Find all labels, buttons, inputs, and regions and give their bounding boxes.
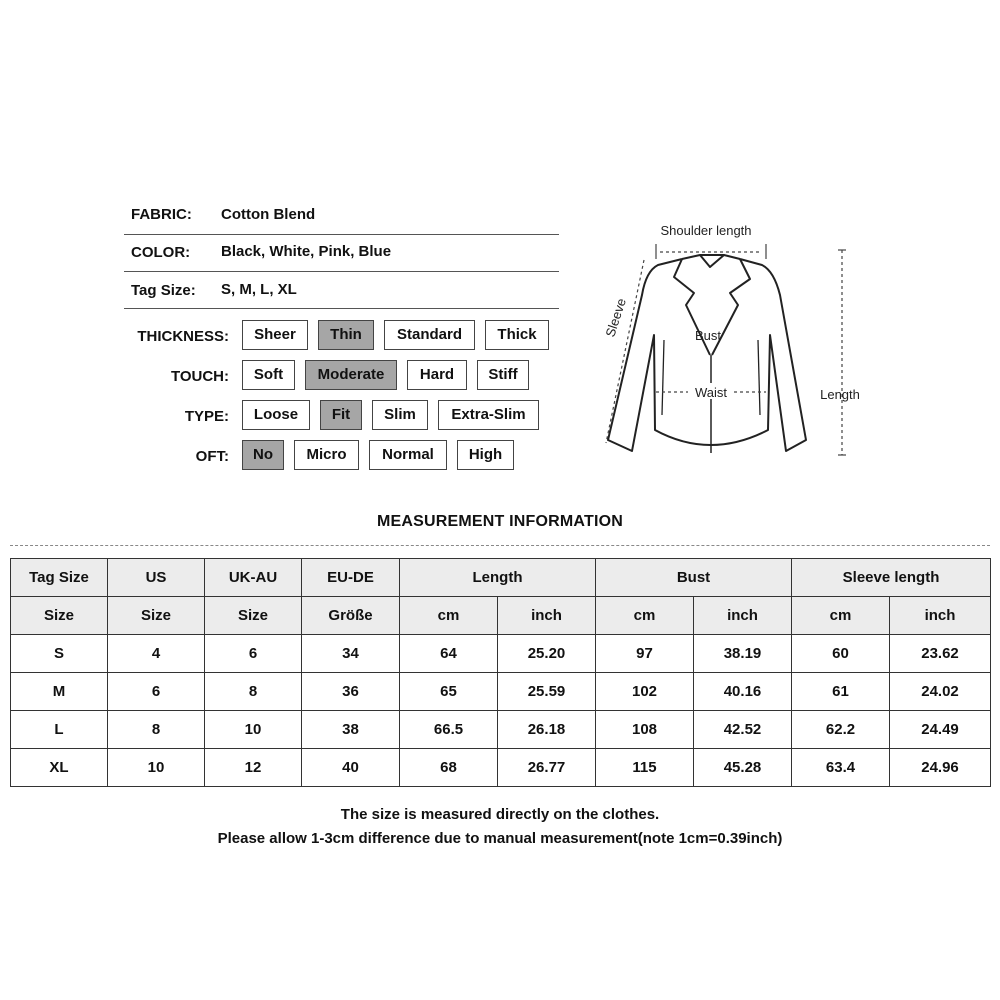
table-cell: 38 — [302, 711, 400, 749]
option-thickness-standard: Standard — [384, 320, 475, 350]
dashed-divider — [10, 545, 990, 546]
divider — [124, 308, 559, 309]
table-cell: 63.4 — [792, 749, 890, 787]
header-cell: UK-AU — [205, 559, 302, 597]
header-cell: Sleeve length — [792, 559, 991, 597]
table-cell: 6 — [205, 635, 302, 673]
divider — [124, 234, 559, 235]
header-cell: cm — [596, 597, 694, 635]
option-thickness-thin: Thin — [318, 320, 374, 350]
table-row — [11, 673, 991, 711]
table-row — [11, 749, 991, 787]
option-oft-no: No — [242, 440, 284, 470]
header-cell: Tag Size — [11, 559, 108, 597]
header-cell: inch — [890, 597, 991, 635]
header-cell: Size — [108, 597, 205, 635]
touch-label: TOUCH: — [170, 368, 229, 385]
table-cell: 38.19 — [694, 635, 792, 673]
table-cell: 25.59 — [498, 673, 596, 711]
header-cell: Größe — [302, 597, 400, 635]
table-cell: 8 — [108, 711, 205, 749]
header-cell: Size — [205, 597, 302, 635]
option-oft-normal: Normal — [369, 440, 447, 470]
table-cell: 45.28 — [694, 749, 792, 787]
table-cell: 115 — [596, 749, 694, 787]
table-cell: 10 — [205, 711, 302, 749]
table-cell: 10 — [108, 749, 205, 787]
length-label: Length — [820, 387, 860, 402]
table-cell: 97 — [596, 635, 694, 673]
table-cell: 24.96 — [890, 749, 991, 787]
header-cell: Length — [400, 559, 596, 597]
table-cell: L — [11, 711, 108, 749]
tag-size-label: Tag Size: — [131, 282, 196, 299]
table-cell: 26.18 — [498, 711, 596, 749]
shoulder-length-label: Shoulder length — [660, 223, 752, 238]
table-cell: XL — [11, 749, 108, 787]
sleeve-label: Sleeve — [602, 296, 629, 339]
header-cell: EU-DE — [302, 559, 400, 597]
header-cell: cm — [792, 597, 890, 635]
option-thickness-sheer: Sheer — [242, 320, 308, 350]
header-cell: US — [108, 559, 205, 597]
header-cell: inch — [498, 597, 596, 635]
option-thickness-thick: Thick — [485, 320, 549, 350]
option-touch-hard: Hard — [407, 360, 467, 390]
table-cell: 24.49 — [890, 711, 991, 749]
table-cell: 12 — [205, 749, 302, 787]
note-line-1: The size is measured directly on the clothes. — [340, 806, 660, 823]
option-oft-micro: Micro — [294, 440, 359, 470]
table-cell: 6 — [108, 673, 205, 711]
bust-label: Bust — [694, 328, 722, 343]
fabric-label: FABRIC: — [131, 206, 192, 223]
table-cell: 40 — [302, 749, 400, 787]
option-touch-moderate: Moderate — [305, 360, 397, 390]
table-cell: 60 — [792, 635, 890, 673]
table-cell: 64 — [400, 635, 498, 673]
table-cell: 8 — [205, 673, 302, 711]
header-cell: cm — [400, 597, 498, 635]
table-cell: 4 — [108, 635, 205, 673]
table-cell: 40.16 — [694, 673, 792, 711]
table-cell: S — [11, 635, 108, 673]
table-cell: 65 — [400, 673, 498, 711]
option-touch-soft: Soft — [242, 360, 295, 390]
table-cell: 24.02 — [890, 673, 991, 711]
header-row-2 — [11, 597, 991, 635]
option-type-slim: Slim — [372, 400, 428, 430]
oft-label: OFT: — [195, 448, 229, 465]
table-cell: M — [11, 673, 108, 711]
waist-label: Waist — [694, 385, 728, 400]
table-cell: 36 — [302, 673, 400, 711]
option-oft-high: High — [457, 440, 514, 470]
table-cell: 26.77 — [498, 749, 596, 787]
header-row-1 — [11, 559, 991, 597]
fabric-value: Cotton Blend — [221, 206, 316, 223]
tag-size-value: S, M, L, XL — [221, 281, 297, 298]
type-label: TYPE: — [184, 408, 229, 425]
color-label: COLOR: — [131, 244, 191, 261]
header-cell: inch — [694, 597, 792, 635]
measurement-title: MEASUREMENT INFORMATION — [376, 513, 624, 530]
header-cell: Size — [11, 597, 108, 635]
header-cell: Bust — [596, 559, 792, 597]
table-cell: 102 — [596, 673, 694, 711]
jacket-diagram — [590, 215, 880, 475]
option-type-loose: Loose — [242, 400, 310, 430]
table-cell: 62.2 — [792, 711, 890, 749]
option-touch-stiff: Stiff — [477, 360, 529, 390]
table-cell: 61 — [792, 673, 890, 711]
table-cell: 34 — [302, 635, 400, 673]
measurement-table — [10, 558, 991, 787]
table-row — [11, 711, 991, 749]
option-type-extra-slim: Extra-Slim — [438, 400, 539, 430]
table-cell: 23.62 — [890, 635, 991, 673]
table-cell: 68 — [400, 749, 498, 787]
table-cell: 108 — [596, 711, 694, 749]
table-cell: 66.5 — [400, 711, 498, 749]
divider — [124, 271, 559, 272]
table-cell: 25.20 — [498, 635, 596, 673]
color-value: Black, White, Pink, Blue — [221, 243, 392, 260]
note-line-2: Please allow 1-3cm difference due to manual measurement(note 1cm=0.39inch) — [217, 830, 783, 847]
table-cell: 42.52 — [694, 711, 792, 749]
table-row — [11, 635, 991, 673]
option-type-fit: Fit — [320, 400, 362, 430]
thickness-label: THICKNESS: — [137, 328, 229, 345]
